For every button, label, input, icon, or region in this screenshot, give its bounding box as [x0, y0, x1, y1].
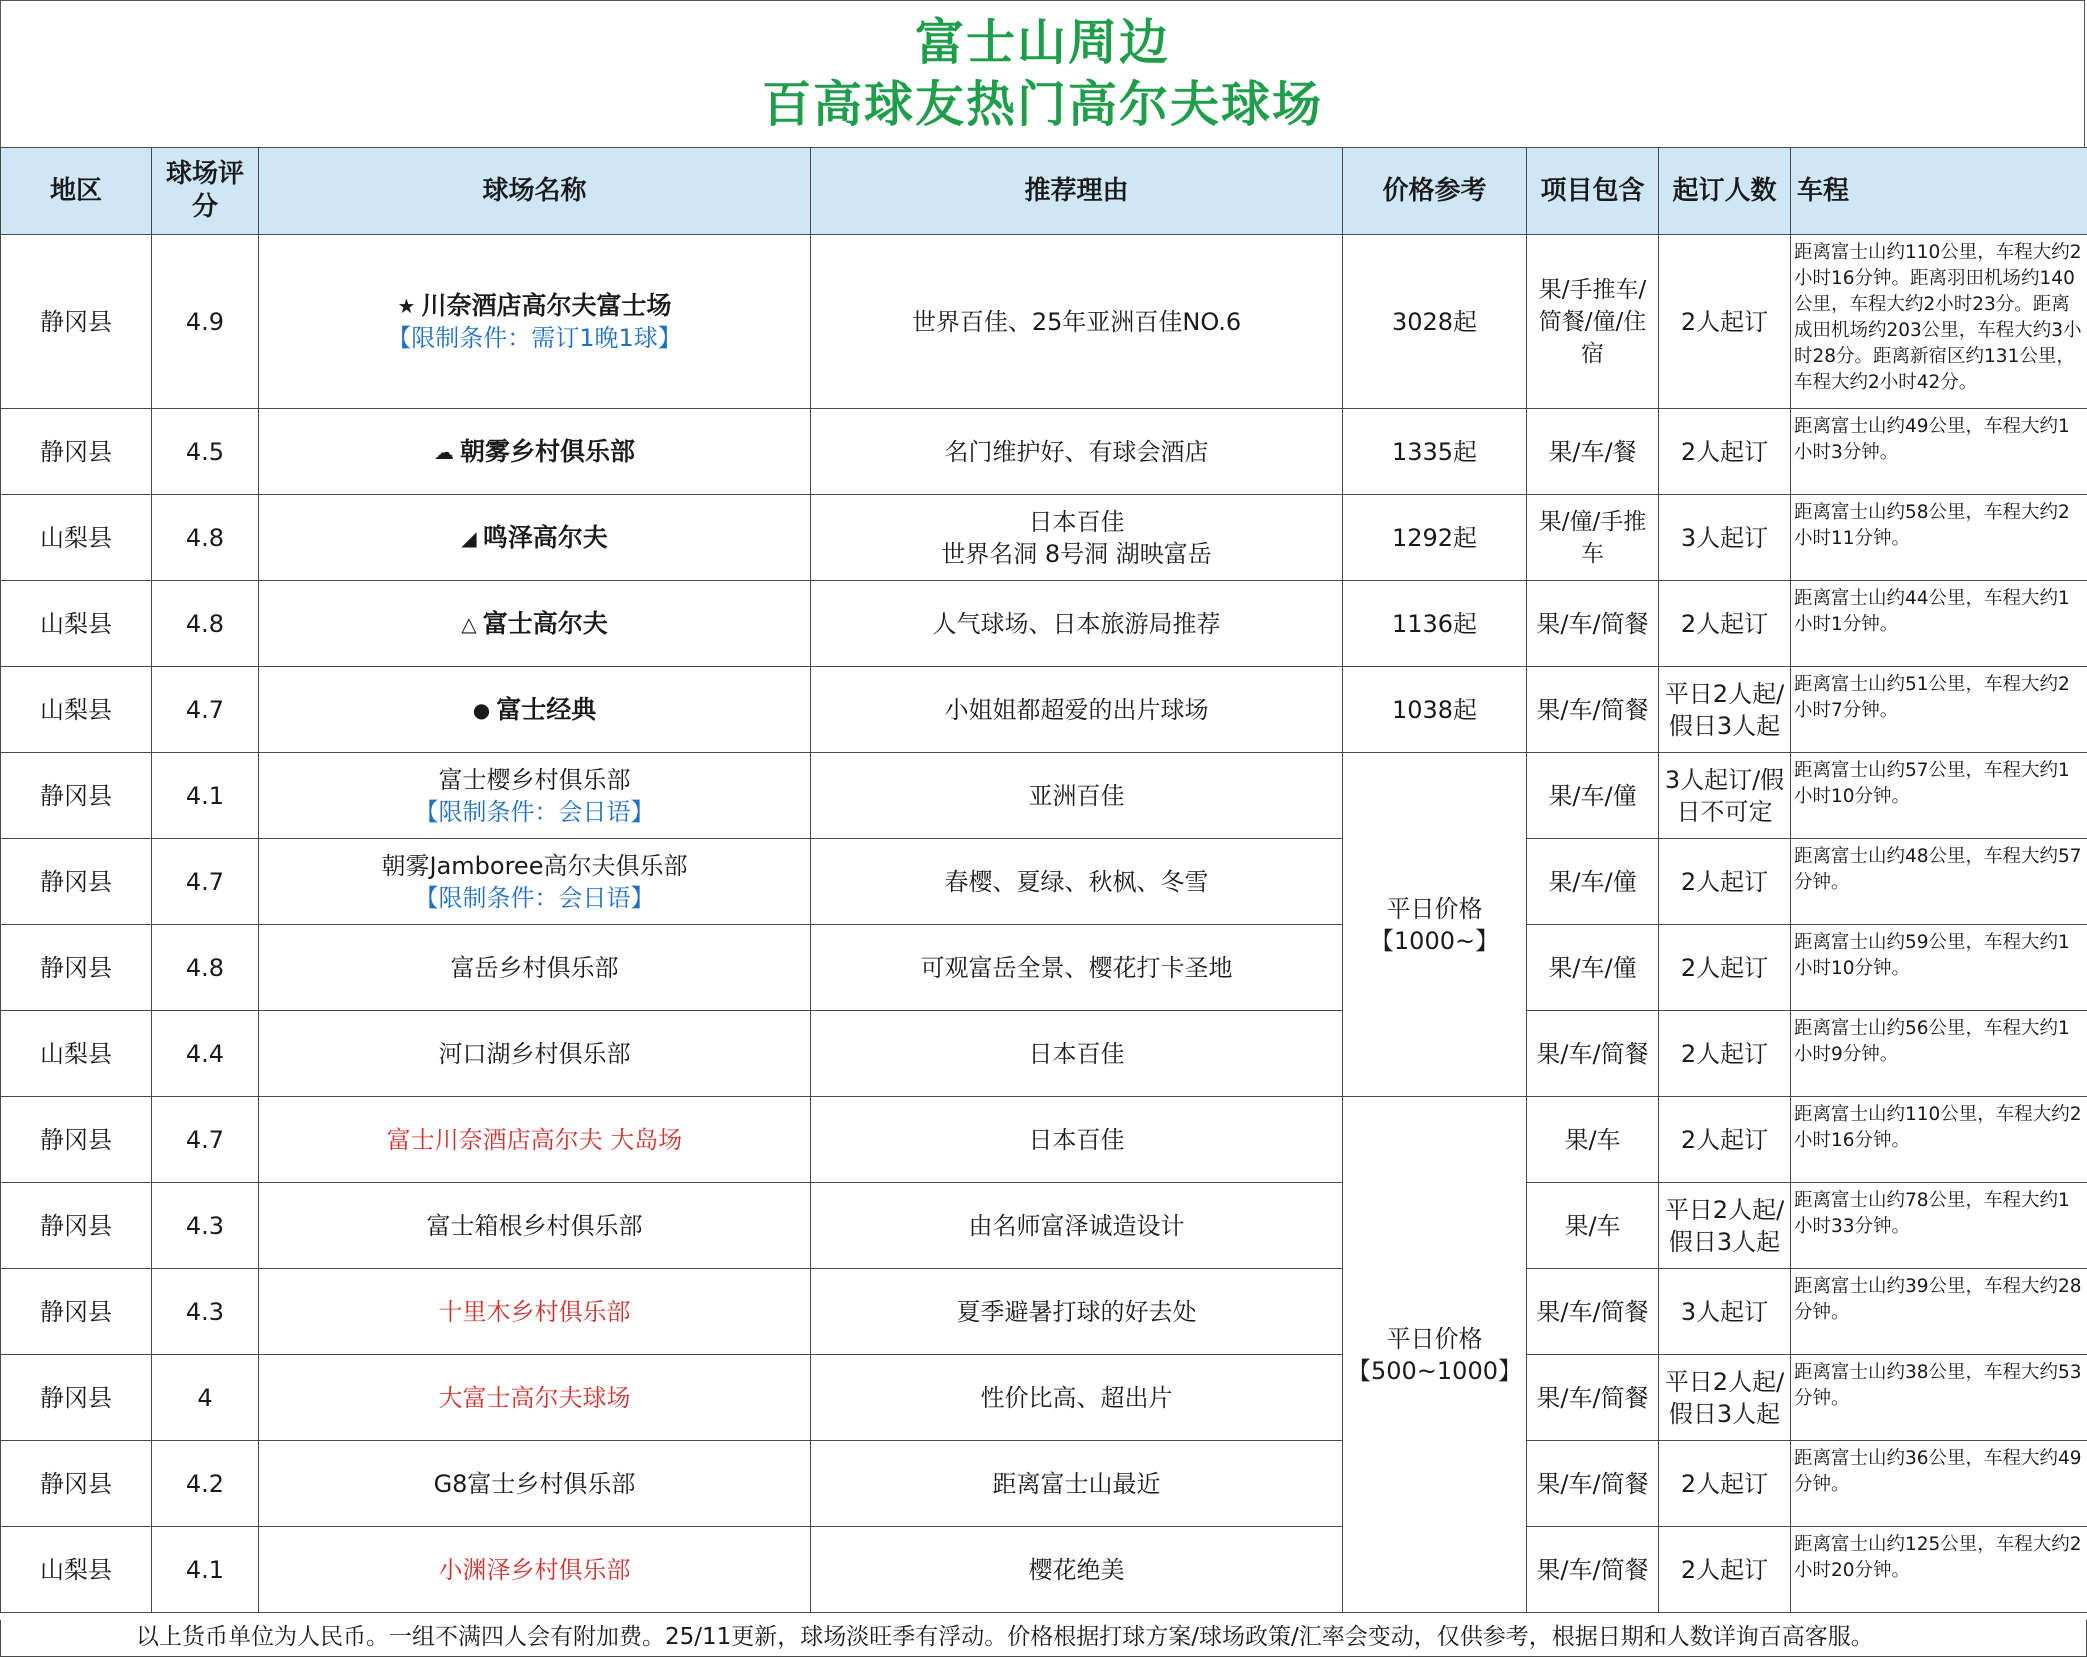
min-people-cell: 2人起订 [1659, 409, 1791, 495]
booking-condition: 【限制条件：会日语】 [414, 797, 655, 826]
rating-cell: 4.1 [152, 753, 259, 839]
reason-text: 世界百佳、25年亚洲百佳NO.6 [911, 307, 1242, 336]
course-table [0, 147, 2087, 1613]
table-row [1, 235, 2087, 409]
header-row [1, 148, 2087, 235]
includes-cell: 果/僮/手推车 [1527, 495, 1659, 581]
reason-text: 夏季避暑打球的好去处 [956, 1297, 1197, 1326]
rating-cell: 4.7 [152, 1097, 259, 1183]
reason-text: 日本百佳 [1028, 1125, 1125, 1154]
reason-text: 人气球场、日本旅游局推荐 [932, 609, 1221, 638]
min-people-cell: 平日2人起/假日3人起 [1659, 1355, 1791, 1441]
rating-cell: 4.3 [152, 1183, 259, 1269]
header-min-people: 起订人数 [1659, 148, 1791, 235]
course-name: 富士箱根乡村俱乐部 [426, 1211, 643, 1240]
route-cell: 距离富士山约38公里，车程大约53分钟。 [1791, 1355, 2087, 1441]
course-name-line [261, 952, 808, 984]
reason-text: 距离富士山最近 [992, 1469, 1161, 1498]
reason-cell [811, 495, 1343, 581]
course-name-cell [259, 581, 811, 667]
table-row [1, 1269, 2087, 1355]
route-cell: 距离富士山约57公里，车程大约1小时10分钟。 [1791, 753, 2087, 839]
route-cell: 距离富士山约59公里，车程大约1小时10分钟。 [1791, 925, 2087, 1011]
rating-cell: 4.7 [152, 839, 259, 925]
min-people-cell: 2人起订 [1659, 1097, 1791, 1183]
region-cell: 静冈县 [1, 925, 152, 1011]
region-cell: 静冈县 [1, 753, 152, 839]
route-cell: 距离富士山约51公里，车程大约2小时7分钟。 [1791, 667, 2087, 753]
route-cell: 距离富士山约56公里，车程大约1小时9分钟。 [1791, 1011, 2087, 1097]
course-name-cell [259, 1355, 811, 1441]
region-cell: 山梨县 [1, 1527, 152, 1613]
course-name-cell [259, 1097, 811, 1183]
min-people-cell: 平日2人起/假日3人起 [1659, 667, 1791, 753]
header-name: 球场名称 [259, 148, 811, 235]
reason-cell [811, 667, 1343, 753]
region-cell: 静冈县 [1, 1183, 152, 1269]
includes-cell: 果/车/僮 [1527, 753, 1659, 839]
table-row [1, 1527, 2087, 1613]
flame-icon: ● [472, 697, 491, 722]
table-row [1, 1183, 2087, 1269]
rating-cell: 4.8 [152, 581, 259, 667]
min-people-cell: 2人起订 [1659, 1011, 1791, 1097]
course-name-line [261, 436, 808, 468]
reason-cell [811, 1355, 1343, 1441]
price-group-cell [1343, 1097, 1527, 1613]
table-row [1, 495, 2087, 581]
course-name: 十里木乡村俱乐部 [438, 1297, 631, 1326]
price-group-label: 平日价格 [1386, 1324, 1483, 1353]
rating-cell: 4.4 [152, 1011, 259, 1097]
route-cell: 距离富士山约110公里，车程大约2小时16分钟。 [1791, 1097, 2087, 1183]
includes-cell: 果/车/僮 [1527, 839, 1659, 925]
header-route: 车程 [1791, 148, 2087, 235]
course-name-line [261, 1124, 808, 1156]
course-name-line [261, 1296, 808, 1328]
course-name-line [261, 1468, 808, 1500]
min-people-cell: 2人起订 [1659, 235, 1791, 409]
reason-cell [811, 1011, 1343, 1097]
star-icon: ★ [397, 293, 416, 318]
includes-cell: 果/车/简餐 [1527, 581, 1659, 667]
reason-cell [811, 1097, 1343, 1183]
table-row [1, 1097, 2087, 1183]
course-name-cell [259, 1527, 811, 1613]
booking-condition: 【限制条件：会日语】 [414, 883, 655, 912]
includes-cell: 果/车/简餐 [1527, 1355, 1659, 1441]
reason-cell [811, 409, 1343, 495]
region-cell: 静冈县 [1, 235, 152, 409]
route-cell: 距离富士山约125公里，车程大约2小时20分钟。 [1791, 1527, 2087, 1613]
min-people-cell: 3人起订/假日不可定 [1659, 753, 1791, 839]
includes-cell: 果/车 [1527, 1097, 1659, 1183]
min-people-cell: 3人起订 [1659, 495, 1791, 581]
course-name-line [261, 1554, 808, 1586]
reason-text: 日本百佳 [1028, 507, 1125, 536]
region-cell: 静冈县 [1, 1269, 152, 1355]
reason-cell [811, 581, 1343, 667]
course-name-cell [259, 235, 811, 409]
route-cell: 距离富士山约49公里，车程大约1小时3分钟。 [1791, 409, 2087, 495]
wave-icon: ◢ [461, 525, 477, 550]
rating-cell: 4.2 [152, 1441, 259, 1527]
course-name: 富士川奈酒店高尔夫 大岛场 [386, 1125, 683, 1154]
region-cell: 山梨县 [1, 581, 152, 667]
course-name-cell [259, 1183, 811, 1269]
course-name: 川奈酒店高尔夫富士场 [421, 290, 672, 320]
course-name: 富士经典 [496, 694, 597, 724]
header-reason: 推荐理由 [811, 148, 1343, 235]
rating-cell: 4.3 [152, 1269, 259, 1355]
region-cell: 静冈县 [1, 409, 152, 495]
course-name-line [261, 764, 808, 796]
includes-cell: 果/车/简餐 [1527, 667, 1659, 753]
sheet-title [0, 0, 2085, 147]
course-name: 朝雾乡村俱乐部 [459, 436, 635, 466]
reason-text: 春樱、夏绿、秋枫、冬雪 [944, 867, 1209, 896]
table-row [1, 925, 2087, 1011]
includes-cell: 果/车/餐 [1527, 409, 1659, 495]
table-row [1, 667, 2087, 753]
course-name: 河口湖乡村俱乐部 [438, 1039, 631, 1068]
table-row [1, 1355, 2087, 1441]
min-people-cell: 2人起订 [1659, 925, 1791, 1011]
header-includes: 项目包含 [1527, 148, 1659, 235]
rating-cell: 4.8 [152, 495, 259, 581]
rating-cell: 4.9 [152, 235, 259, 409]
reason-text-line-2: 世界名洞 8号洞 湖映富岳 [941, 539, 1212, 568]
course-name: 富士樱乡村俱乐部 [438, 765, 631, 794]
route-cell: 距离富士山约58公里，车程大约2小时11分钟。 [1791, 495, 2087, 581]
course-name-line [261, 1038, 808, 1070]
course-name-cell [259, 409, 811, 495]
title-line-1: 富士山周边 [914, 14, 1170, 71]
course-name-cell [259, 1269, 811, 1355]
table-row [1, 1441, 2087, 1527]
price-cell: 1038起 [1343, 667, 1527, 753]
table-row [1, 581, 2087, 667]
header-region: 地区 [1, 148, 152, 235]
min-people-cell: 2人起订 [1659, 581, 1791, 667]
rating-cell: 4.7 [152, 667, 259, 753]
reason-cell [811, 235, 1343, 409]
mountain-icon: △ [461, 611, 477, 636]
table-body [1, 235, 2087, 1613]
reason-text: 樱花绝美 [1028, 1555, 1125, 1584]
route-cell: 距离富士山约110公里，车程大约2小时16分钟。距离羽田机场约140公里，车程大约2小时23分。距离成田机场约203公里，车程大约3小时28分。距离新宿区约131公里，车程大约2小时42分。 [1791, 235, 2087, 409]
route-cell: 距离富士山约44公里，车程大约1小时1分钟。 [1791, 581, 2087, 667]
region-cell: 山梨县 [1, 495, 152, 581]
price-group-label: 平日价格 [1386, 894, 1483, 923]
course-name-cell [259, 495, 811, 581]
title-line-2: 百高球友热门高尔夫球场 [761, 76, 1323, 133]
course-name-line [261, 1382, 808, 1414]
region-cell: 静冈县 [1, 1097, 152, 1183]
reason-text: 日本百佳 [1028, 1039, 1125, 1068]
course-name-line [261, 522, 808, 554]
course-name-line [261, 290, 808, 322]
course-name-cell [259, 753, 811, 839]
course-name: 大富士高尔夫球场 [438, 1383, 631, 1412]
includes-cell: 果/车/简餐 [1527, 1527, 1659, 1613]
course-name: G8富士乡村俱乐部 [433, 1469, 636, 1498]
course-name: 富士高尔夫 [482, 608, 608, 638]
includes-cell: 果/手推车/简餐/僮/住宿 [1527, 235, 1659, 409]
min-people-cell: 2人起订 [1659, 1441, 1791, 1527]
includes-cell: 果/车/僮 [1527, 925, 1659, 1011]
reason-cell [811, 1183, 1343, 1269]
course-name-cell [259, 1011, 811, 1097]
course-name-cell [259, 839, 811, 925]
table-row [1, 839, 2087, 925]
price-group-range: 【1000~】 [1369, 926, 1500, 955]
region-cell: 山梨县 [1, 1011, 152, 1097]
course-name-cell [259, 925, 811, 1011]
course-name-cell [259, 667, 811, 753]
min-people-cell: 2人起订 [1659, 839, 1791, 925]
includes-cell: 果/车 [1527, 1183, 1659, 1269]
region-cell: 静冈县 [1, 839, 152, 925]
table-row [1, 409, 2087, 495]
route-cell: 距离富士山约78公里，车程大约1小时33分钟。 [1791, 1183, 2087, 1269]
cloud-icon: ☁ [433, 439, 454, 464]
includes-cell: 果/车/简餐 [1527, 1011, 1659, 1097]
reason-text: 性价比高、超出片 [980, 1383, 1173, 1412]
includes-cell: 果/车/简餐 [1527, 1269, 1659, 1355]
reason-cell [811, 925, 1343, 1011]
route-cell: 距离富士山约39公里，车程大约28分钟。 [1791, 1269, 2087, 1355]
price-cell: 3028起 [1343, 235, 1527, 409]
course-name: 小渊泽乡村俱乐部 [438, 1555, 631, 1584]
price-cell: 1292起 [1343, 495, 1527, 581]
region-cell: 山梨县 [1, 667, 152, 753]
course-name: 朝雾Jamboree高尔夫俱乐部 [381, 851, 688, 880]
price-group-cell [1343, 753, 1527, 1097]
price-cell: 1335起 [1343, 409, 1527, 495]
course-name-cell [259, 1441, 811, 1527]
includes-cell: 果/车/简餐 [1527, 1441, 1659, 1527]
table-row [1, 753, 2087, 839]
price-group-range: 【500~1000】 [1347, 1356, 1522, 1385]
rating-cell: 4 [152, 1355, 259, 1441]
course-name: 鸣泽高尔夫 [482, 522, 608, 552]
region-cell: 静冈县 [1, 1441, 152, 1527]
reason-text: 名门维护好、有球会酒店 [944, 437, 1209, 466]
course-name: 富岳乡村俱乐部 [450, 953, 619, 982]
rating-cell: 4.5 [152, 409, 259, 495]
rating-cell: 4.1 [152, 1527, 259, 1613]
reason-text: 可观富岳全景、樱花打卡圣地 [920, 953, 1233, 982]
course-name-line [261, 694, 808, 726]
reason-cell [811, 1441, 1343, 1527]
min-people-cell: 平日2人起/假日3人起 [1659, 1183, 1791, 1269]
reason-cell [811, 1527, 1343, 1613]
rating-cell: 4.8 [152, 925, 259, 1011]
reason-text: 由名师富泽诚造设计 [968, 1211, 1185, 1240]
reason-cell [811, 1269, 1343, 1355]
course-name-line [261, 850, 808, 882]
table-row [1, 1011, 2087, 1097]
header-price: 价格参考 [1343, 148, 1527, 235]
footer-note: 以上货币单位为人民币。一组不满四人会有附加费。25/11更新，球场淡旺季有浮动。价格根据打球方案/球场政策/汇率会变动，仅供参考，根据日期和人数详询百高客服。 [0, 1620, 2087, 1657]
reason-text: 小姐姐都超爱的出片球场 [944, 695, 1209, 724]
reason-cell [811, 753, 1343, 839]
region-cell: 静冈县 [1, 1355, 152, 1441]
reason-text: 亚洲百佳 [1028, 781, 1125, 810]
route-cell: 距离富士山约36公里，车程大约49分钟。 [1791, 1441, 2087, 1527]
min-people-cell: 2人起订 [1659, 1527, 1791, 1613]
price-cell: 1136起 [1343, 581, 1527, 667]
course-name-line [261, 608, 808, 640]
min-people-cell: 3人起订 [1659, 1269, 1791, 1355]
reason-cell [811, 839, 1343, 925]
route-cell: 距离富士山约48公里，车程大约57分钟。 [1791, 839, 2087, 925]
header-rating: 球场评分 [152, 148, 259, 235]
booking-condition: 【限制条件：需订1晚1球】 [387, 323, 682, 352]
course-name-line [261, 1210, 808, 1242]
